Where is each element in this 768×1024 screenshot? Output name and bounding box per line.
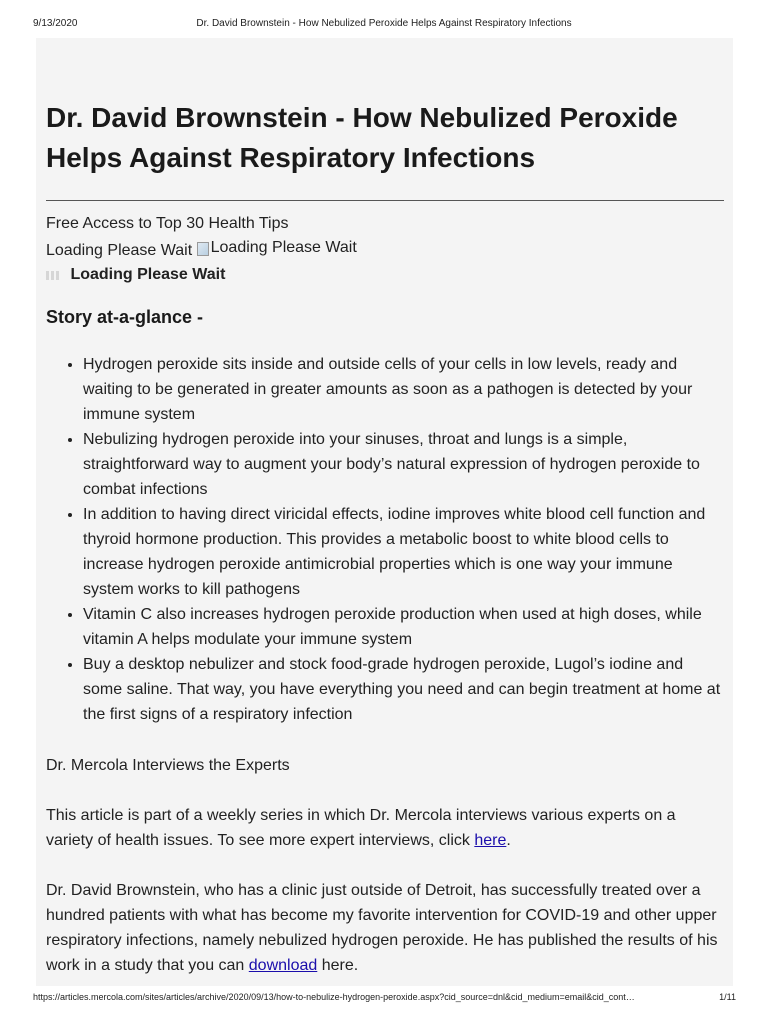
list-item: • In addition to having direct viricidal effects, iodine improves white blood cell function and thyroid hormone production. This provides a metabolic boost to white blood cells to increase hydrogen peroxide antimicrobial properties which is one way your immune system works to kill pathogens xyxy=(83,502,724,602)
loading-spinner-icon xyxy=(46,271,59,280)
more-interviews-link[interactable]: here xyxy=(474,832,507,849)
article-title: Dr. David Brownstein - How Nebulized Peroxide Helps Against Respiratory Infections xyxy=(46,102,678,173)
list-item: • Buy a desktop nebulizer and stock food-grade hydrogen peroxide, Lugol’s iodine and some saline. That way, you have everything you need and can begin treatment at home at the first signs of a respiratory infection xyxy=(83,652,724,727)
print-source-url: https://articles.mercola.com/sites/articles/archive/2020/09/13/how-to-nebulize-hydrogen-peroxide.aspx?cid_source=dnl&cid_medium=email&cid_cont… xyxy=(33,992,635,1002)
loading-indicator xyxy=(46,263,724,287)
series-text: This article is part of a weekly series in which Dr. Mercola interviews various experts on a variety of health issues. To see more expert interviews, click xyxy=(46,807,676,849)
loading-image-alt: Loading Please Wait xyxy=(210,239,357,256)
print-page-number: 1/11 xyxy=(719,992,736,1002)
title-divider xyxy=(46,200,724,201)
loading-text: Loading Please Wait xyxy=(46,242,193,259)
loading-line xyxy=(46,236,724,263)
print-header xyxy=(0,18,768,32)
interviews-heading: Dr. Mercola Interviews the Experts xyxy=(46,757,290,774)
list-item: • Nebulizing hydrogen peroxide into your sinuses, throat and lungs is a simple, straightforward way to augment your body’s natural expression of hydrogen peroxide to combat infections xyxy=(83,427,724,502)
story-at-a-glance-list xyxy=(46,352,724,727)
list-item: • Vitamin C also increases hydrogen peroxide production when used at high doses, while vitamin A helps modulate your immune system xyxy=(83,602,724,652)
brownstein-after-text: here. xyxy=(317,957,359,974)
brownstein-paragraph xyxy=(46,878,724,978)
list-item: • Hydrogen peroxide sits inside and outside cells of your cells in low levels, ready and waiting to be generated in greater amounts as soon as a pathogen is detected by your immune system xyxy=(83,352,724,427)
print-document-title: Dr. David Brownstein - How Nebulized Peroxide Helps Against Respiratory Infections xyxy=(196,18,572,29)
loading-bold-text: Loading Please Wait xyxy=(70,266,226,283)
health-tips-promo xyxy=(46,212,724,287)
print-date: 9/13/2020 xyxy=(33,18,78,29)
free-access-text: Free Access to Top 30 Health Tips xyxy=(46,215,289,232)
article-body xyxy=(46,98,724,978)
loading-image xyxy=(197,236,357,260)
brownstein-text: Dr. David Brownstein, who has a clinic just outside of Detroit, has successfully treated over a hundred patients with what has become my favorite intervention for COVID-19 and other upper respiratory infections, namely nebulized hydrogen peroxide. He has published the results of his work in a study that you can xyxy=(46,882,718,974)
article-panel xyxy=(36,38,733,986)
series-paragraph xyxy=(46,803,724,853)
broken-image-icon xyxy=(197,242,209,256)
series-after-text: . xyxy=(506,832,511,849)
print-footer xyxy=(0,992,768,1006)
download-study-link[interactable]: download xyxy=(248,957,318,974)
story-at-a-glance-heading: Story at-a-glance - xyxy=(46,307,204,327)
